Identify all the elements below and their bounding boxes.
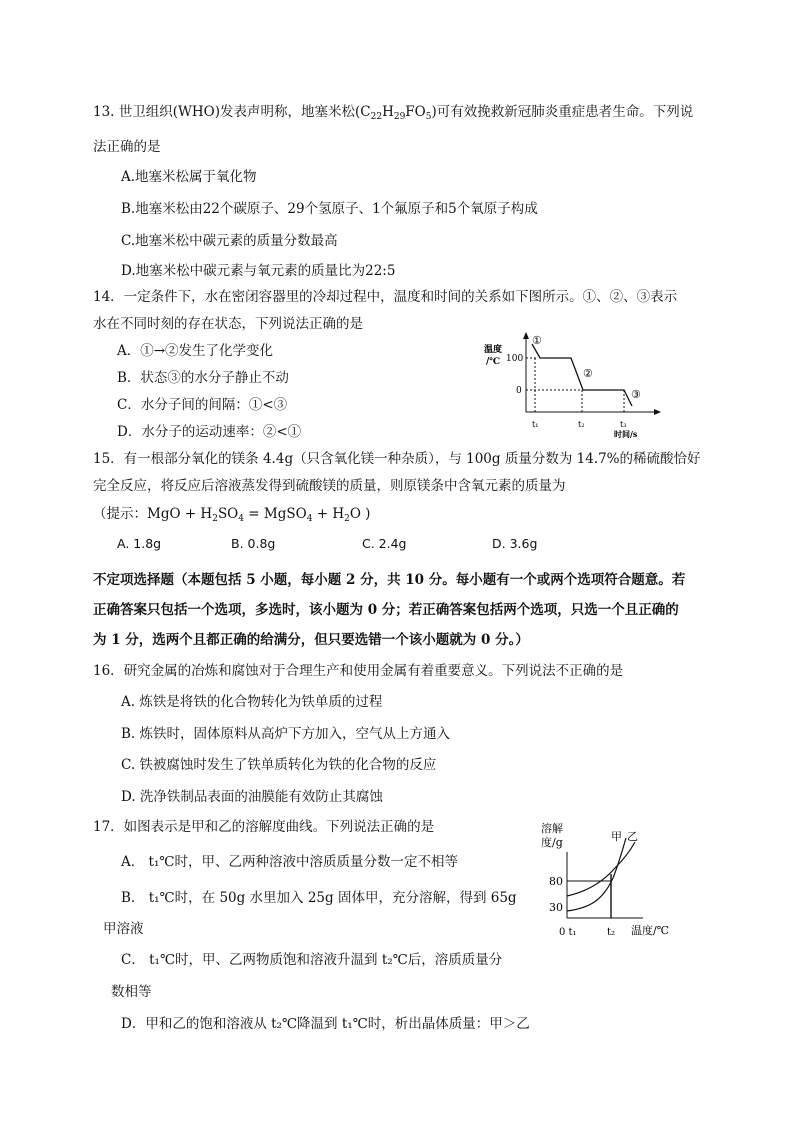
hint-sub1: 2	[212, 514, 218, 524]
section-instructions-line1: 不定项选择题（本题包括 5 小题，每小题 2 分，共 10 分。每小题有一个或两个选项符合题意。若	[93, 572, 686, 588]
q15-option-a: A. 1.8g	[117, 536, 162, 551]
q17-option-b-line1: B． t₁℃时，在 50g 水里加入 25g 固体甲，充分溶解，得到 65g	[121, 890, 517, 906]
graph-ylabel-2: 度/g	[541, 836, 563, 849]
hint-sub4: 2	[344, 514, 350, 524]
q13-sub2: 29	[393, 112, 406, 122]
q15-hint	[93, 502, 370, 524]
q17-stem: 17．如图表示是甲和乙的溶解度曲线。下列说法正确的是	[93, 819, 435, 835]
q14-stem-line1: 14．一定条件下，水在密闭容器里的冷却过程中，温度和时间的关系如下图所示。①、②、③表示	[93, 289, 678, 305]
q16-option-a: A. 炼铁是将铁的化合物转化为铁单质的过程	[121, 694, 383, 710]
q15-stem-line1: 15．有一根部分氧化的镁条 4.4g（只含氧化镁一种杂质），与 100g 质量分数为 14.7%的稀硫酸恰好	[93, 451, 701, 467]
hint-sub2: 4	[238, 514, 244, 524]
tick-100: 100	[506, 354, 524, 364]
x-axis-arrow	[654, 409, 661, 415]
q13-stem-line1	[93, 100, 693, 122]
q14-stem-line2: 水在不同时刻的存在状态，下列说法正确的是	[93, 316, 363, 332]
graph-ylabel-temp: 温度	[484, 345, 503, 355]
q13-stem-a: 13. 世卫组织(WHO)发表声明称，地塞米松(C	[93, 104, 371, 120]
state-3-marker: ③	[631, 388, 641, 401]
cooling-curve	[532, 344, 632, 406]
q17-option-a: A． t₁℃时，甲、乙两种溶液中溶质质量分数一定不相等	[121, 854, 458, 870]
q16-option-d: D. 洗净铁制品表面的油膜能有效防止其腐蚀	[121, 789, 383, 805]
tick-t3: t₃	[620, 420, 627, 429]
q13-sub3: 5	[425, 112, 432, 122]
q16-option-c: C. 铁被腐蚀时发生了铁单质转化为铁的化合物的反应	[121, 757, 437, 773]
q13-sub1: 22	[370, 112, 383, 122]
graph-xlabel: 时间/s	[614, 429, 638, 439]
curve-yi	[567, 842, 635, 896]
q13-mid1: H	[382, 104, 394, 120]
tick-origin-t1: 0 t₁	[559, 927, 577, 938]
tick-t1: t₁	[532, 420, 539, 429]
solubility-curve-graph	[535, 818, 685, 940]
graph-xlabel: 温度/℃	[631, 924, 670, 937]
tick-80: 80	[549, 875, 563, 888]
cooling-curve-graph	[478, 330, 678, 442]
q16-option-b: B. 炼铁时，固体原料从高炉下方加入，空气从上方通入	[121, 726, 451, 742]
q13-mid2: FO	[405, 104, 426, 120]
curve-jia	[567, 838, 626, 911]
state-2-marker: ②	[583, 367, 593, 380]
q15-stem-line2: 完全反应，将反应后溶液蒸发得到硫酸镁的质量，则原镁条中含氧元素的质量为	[93, 478, 566, 494]
q15-option-c: C. 2.4g	[362, 536, 407, 551]
q15-option-d: D. 3.6g	[492, 536, 538, 551]
q17-option-c-line1: C． t₁℃时，甲、乙两物质饱和溶液升温到 t₂℃后，溶质质量分	[121, 952, 503, 968]
state-1-marker: ①	[532, 334, 542, 347]
q13-option-c: C.地塞米松中碳元素的质量分数最高	[121, 233, 338, 249]
q13-option-b: B.地塞米松由22个碳原子、29个氢原子、1个氟原子和5个氧原子构成	[121, 201, 538, 217]
q13-option-d: D.地塞米松中碳元素与氧元素的质量比为22:5	[121, 263, 396, 279]
hint-part-b: SO	[217, 506, 239, 522]
hint-sub3: 4	[306, 514, 313, 524]
q16-stem: 16．研究金属的冶炼和腐蚀对于合理生产和使用金属有着重要意义。下列说法不正确的是	[93, 663, 624, 679]
q13-option-a: A.地塞米松属于氧化物	[121, 169, 257, 185]
tick-0: 0	[516, 386, 522, 396]
graph-ylabel-unit: /℃	[486, 357, 501, 367]
hint-part-d: + H	[312, 506, 345, 522]
section-instructions-line2: 正确答案只包括一个选项，多选时，该小题为 0 分；若正确答案包括两个选项，只选一个且正确的	[93, 602, 679, 618]
hint-part-e: O )	[349, 506, 371, 522]
label-jia: 甲	[611, 830, 622, 843]
label-yi: 乙	[627, 830, 638, 843]
q13-stem-b: )可有效挽救新冠肺炎重症患者生命。下列说	[431, 104, 694, 120]
q14-option-c: C．水分子间的间隔：①<③	[117, 397, 288, 413]
y-axis-arrow	[523, 332, 529, 339]
hint-part-a: （提示：MgO + H	[93, 506, 213, 522]
tick-30: 30	[549, 901, 563, 914]
q17-option-d: D．甲和乙的饱和溶液从 t₂℃降温到 t₁℃时，析出晶体质量：甲＞乙	[121, 1016, 530, 1032]
q17-option-c-line2: 数相等	[111, 984, 152, 1000]
q15-option-b: B. 0.8g	[231, 536, 276, 551]
section-instructions-line3: 为 1 分，选两个且都正确的给满分，但只要选错一个该小题就为 0 分。）	[93, 632, 529, 648]
q14-option-b: B．状态③的水分子静止不动	[117, 370, 289, 386]
hint-part-c: = MgSO	[244, 506, 307, 522]
tick-t2: t₂	[607, 927, 616, 938]
q13-stem-line2: 法正确的是	[93, 139, 161, 155]
q14-option-d: D．水分子的运动速率：②<①	[117, 424, 302, 440]
q17-option-b-line2: 甲溶液	[103, 921, 144, 937]
q14-option-a: A．①→②发生了化学变化	[117, 343, 274, 359]
graph-ylabel-1: 溶解	[541, 822, 563, 835]
tick-t2: t₂	[578, 420, 585, 429]
